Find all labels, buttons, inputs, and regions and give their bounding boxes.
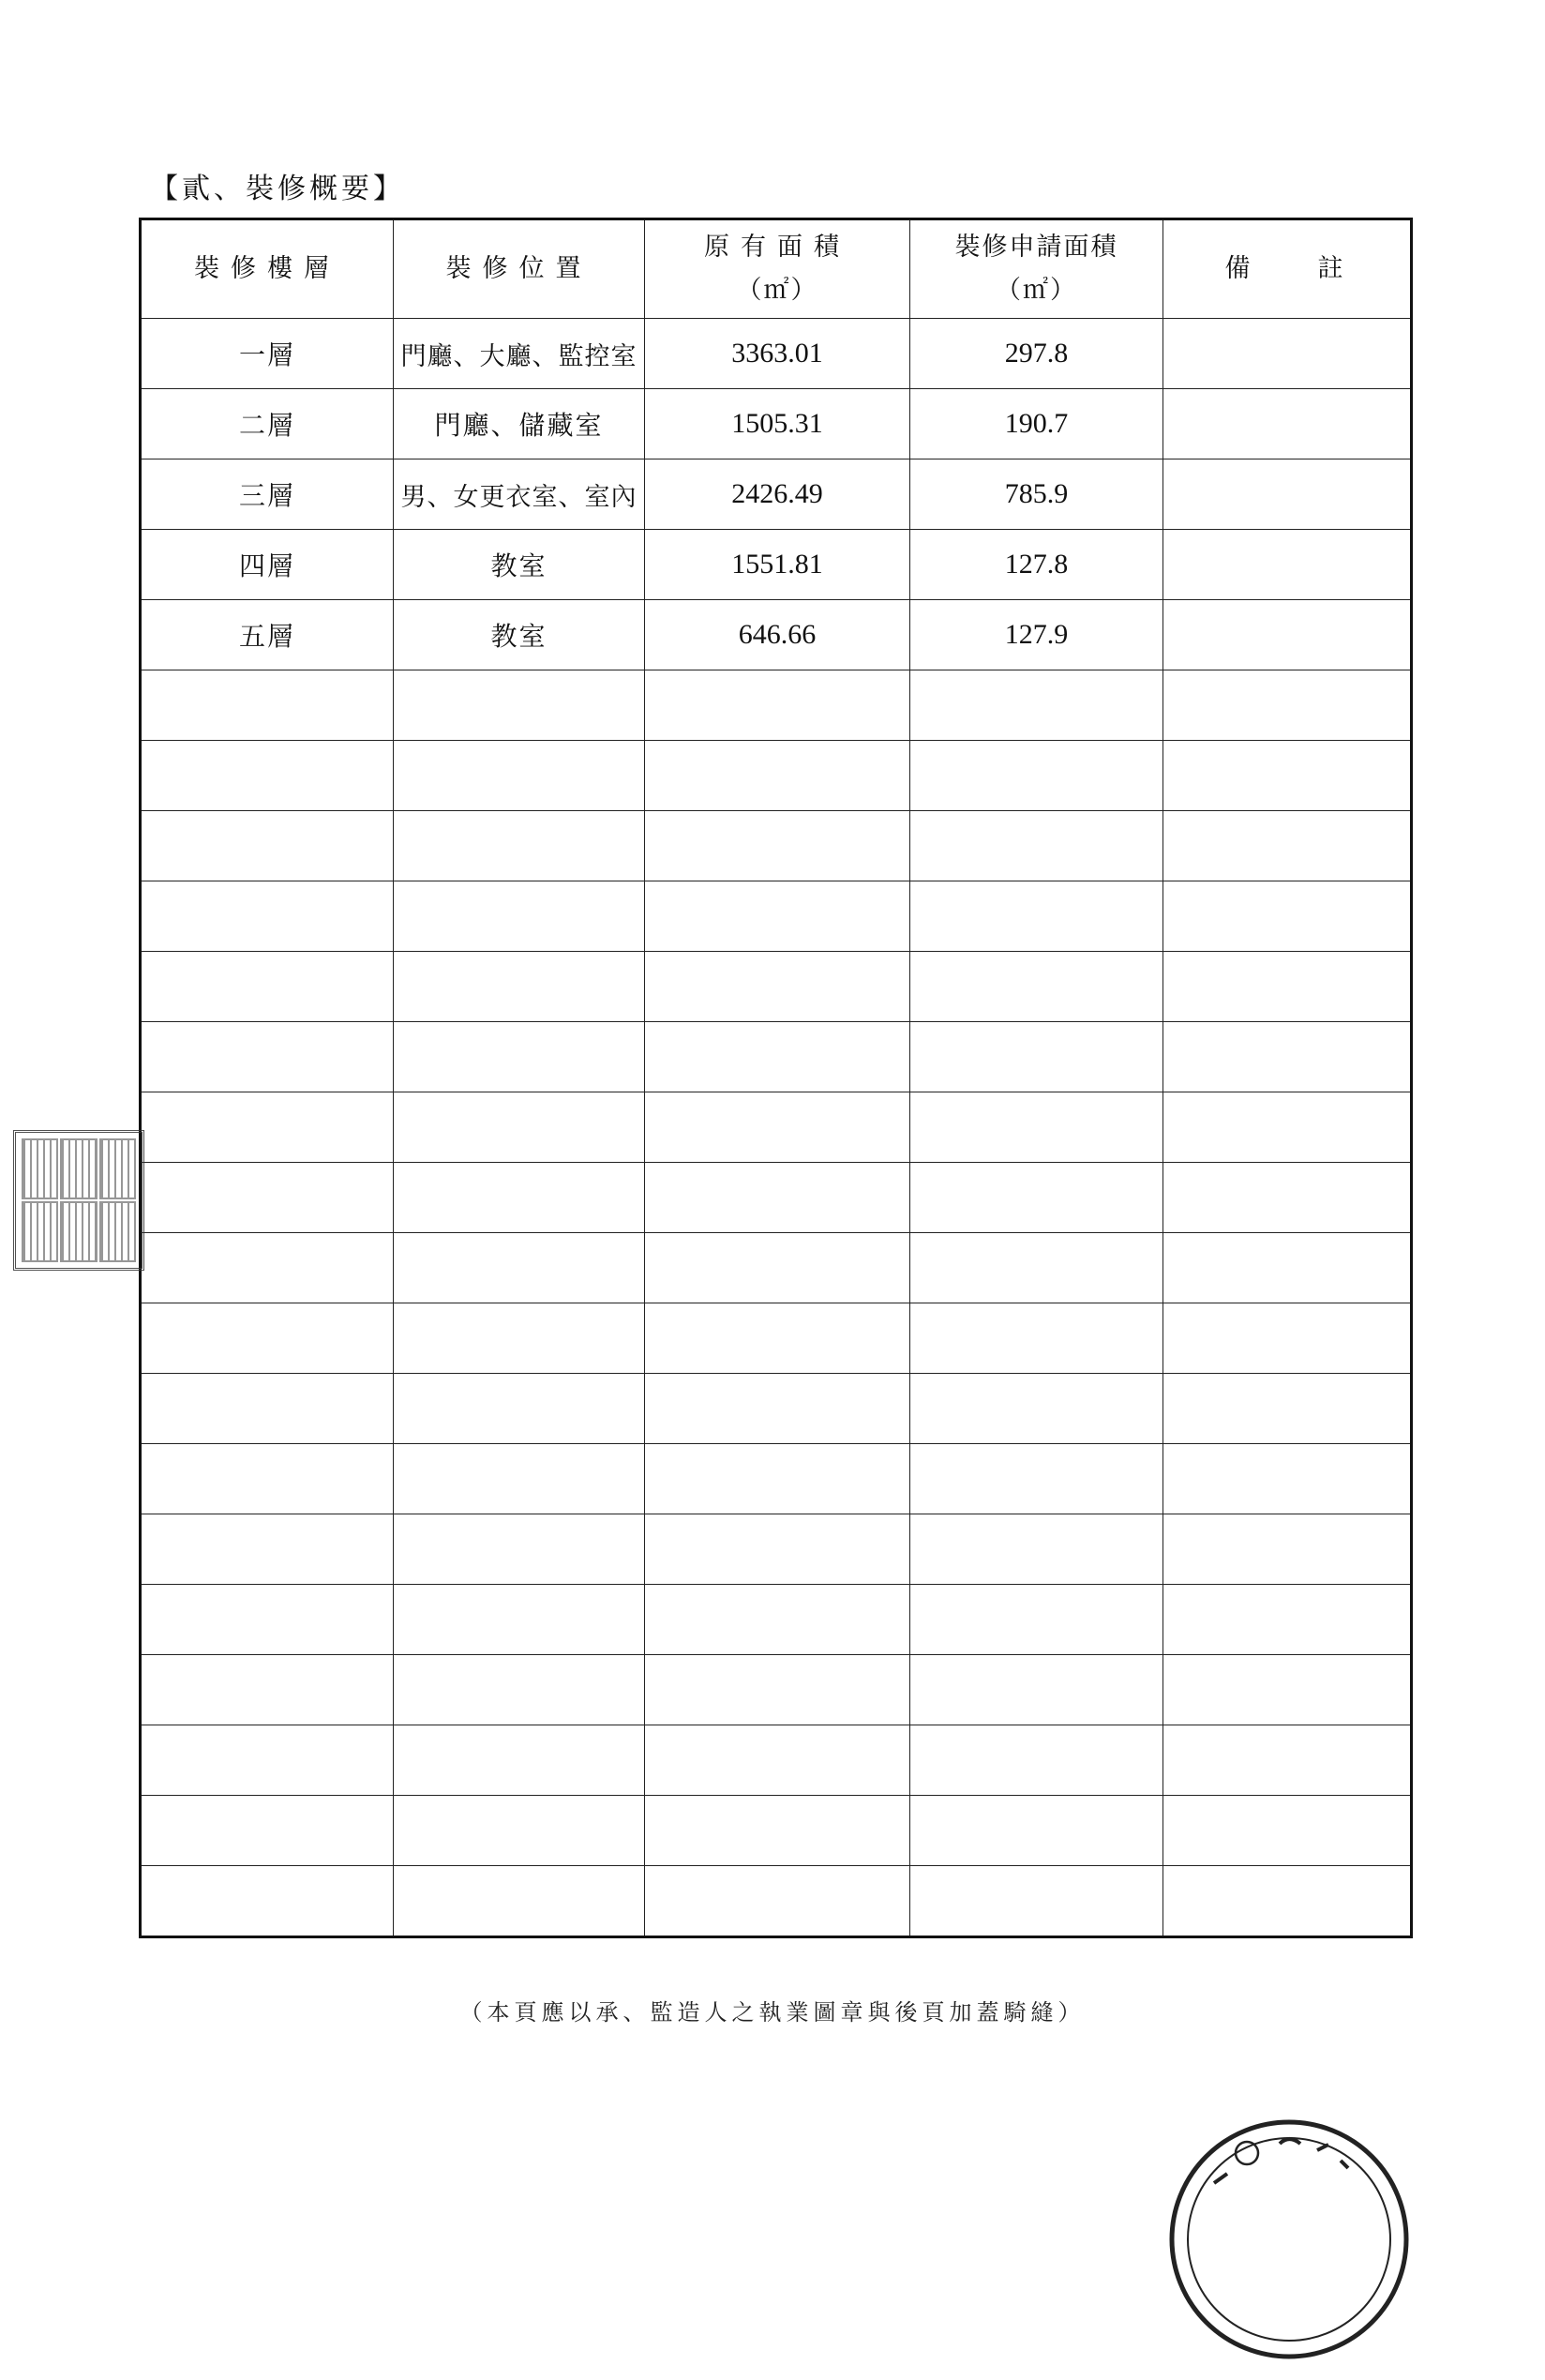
empty-cell [910,670,1163,741]
cell-location: 男、女更衣室、室內 [394,459,645,530]
empty-cell [910,1585,1163,1655]
header-original-area [645,219,910,319]
empty-cell [645,1022,910,1092]
empty-table-row [141,952,1412,1022]
empty-cell [1163,952,1412,1022]
empty-cell [141,1725,394,1796]
empty-cell [394,1655,645,1725]
table-row [141,459,1412,530]
empty-cell [141,1233,394,1303]
empty-cell [394,1514,645,1585]
cell-location: 教室 [394,600,645,670]
empty-cell [141,811,394,881]
empty-cell [141,670,394,741]
empty-cell [645,1514,910,1585]
empty-table-row [141,881,1412,952]
empty-cell [141,1022,394,1092]
cell-applied-area: 190.7 [910,389,1163,459]
empty-cell [645,1655,910,1725]
table-row [141,389,1412,459]
empty-table-row [141,1444,1412,1514]
empty-table-row [141,1092,1412,1163]
cell-floor: 二層 [141,389,394,459]
empty-cell [910,1444,1163,1514]
empty-cell [394,741,645,811]
cell-applied-area: 127.9 [910,600,1163,670]
header-original-area-label: 原有面積 [704,233,850,262]
empty-cell [141,1303,394,1374]
empty-cell [394,1585,645,1655]
cell-original-area: 646.66 [645,600,910,670]
empty-cell [141,881,394,952]
empty-cell [1163,1796,1412,1866]
empty-table-row [141,1796,1412,1866]
empty-cell [141,1796,394,1866]
header-remarks: 備 註 [1163,219,1412,319]
empty-cell [394,1444,645,1514]
empty-cell [1163,670,1412,741]
empty-cell [645,881,910,952]
empty-table-row [141,1514,1412,1585]
empty-cell [910,1163,1163,1233]
empty-cell [1163,1022,1412,1092]
footnote: （本頁應以承、監造人之執業圖章與後頁加蓋騎縫） [459,1999,1086,2026]
empty-cell [645,741,910,811]
empty-cell [645,1303,910,1374]
empty-cell [394,952,645,1022]
cell-remarks [1163,600,1412,670]
empty-cell [394,881,645,952]
empty-table-row [141,1585,1412,1655]
cell-applied-area: 297.8 [910,319,1163,389]
cell-original-area: 1505.31 [645,389,910,459]
cell-remarks [1163,319,1412,389]
empty-cell [910,1233,1163,1303]
empty-table-row [141,1374,1412,1444]
empty-cell [910,1725,1163,1796]
empty-cell [910,1374,1163,1444]
empty-table-row [141,1233,1412,1303]
header-floor: 裝修樓層 [141,219,394,319]
cell-remarks [1163,459,1412,530]
header-location: 裝修位置 [394,219,645,319]
empty-cell [910,811,1163,881]
cell-floor: 四層 [141,530,394,600]
empty-cell [394,1163,645,1233]
cell-original-area: 1551.81 [645,530,910,600]
cell-floor: 五層 [141,600,394,670]
empty-cell [141,1444,394,1514]
cell-applied-area: 785.9 [910,459,1163,530]
empty-cell [910,1866,1163,1937]
empty-table-row [141,1163,1412,1233]
empty-cell [645,1444,910,1514]
empty-cell [645,670,910,741]
empty-cell [141,1374,394,1444]
empty-cell [141,952,394,1022]
empty-cell [1163,1866,1412,1937]
empty-cell [645,811,910,881]
header-applied-area-label: 裝修申請面積 [954,233,1118,262]
empty-cell [910,741,1163,811]
empty-cell [1163,1514,1412,1585]
empty-cell [1163,1233,1412,1303]
cell-remarks [1163,530,1412,600]
empty-cell [141,1092,394,1163]
empty-cell [394,1233,645,1303]
empty-cell [910,1514,1163,1585]
empty-cell [394,1725,645,1796]
empty-table-row [141,1655,1412,1725]
empty-table-row [141,1725,1412,1796]
empty-cell [141,1585,394,1655]
cell-applied-area: 127.8 [910,530,1163,600]
empty-cell [910,1655,1163,1725]
empty-cell [394,1374,645,1444]
cell-original-area: 3363.01 [645,319,910,389]
empty-cell [1163,1374,1412,1444]
empty-cell [910,1092,1163,1163]
empty-cell [910,1303,1163,1374]
empty-cell [645,1796,910,1866]
empty-table-row [141,670,1412,741]
empty-cell [645,1866,910,1937]
cell-floor: 三層 [141,459,394,530]
empty-cell [141,1163,394,1233]
empty-cell [1163,1303,1412,1374]
header-applied-area-unit: （㎡） [996,276,1077,305]
renovation-summary-table [139,218,1413,1938]
empty-cell [1163,1163,1412,1233]
empty-cell [394,811,645,881]
cell-floor: 一層 [141,319,394,389]
empty-cell [1163,741,1412,811]
empty-cell [394,1092,645,1163]
empty-cell [910,1796,1163,1866]
table-body [141,319,1412,1937]
empty-cell [645,1374,910,1444]
empty-cell [1163,811,1412,881]
empty-table-row [141,741,1412,811]
empty-table-row [141,1022,1412,1092]
empty-cell [1163,881,1412,952]
empty-cell [141,1655,394,1725]
empty-cell [645,1233,910,1303]
table-row [141,600,1412,670]
empty-table-row [141,811,1412,881]
empty-cell [394,1303,645,1374]
empty-cell [1163,1655,1412,1725]
table-row [141,530,1412,600]
empty-cell [645,1092,910,1163]
empty-cell [394,1022,645,1092]
empty-cell [910,952,1163,1022]
empty-cell [1163,1092,1412,1163]
empty-cell [645,1585,910,1655]
section-title: 【貳、裝修概要】 [150,173,405,205]
empty-table-row [141,1866,1412,1937]
empty-cell [645,1163,910,1233]
cell-location: 門廳、儲藏室 [394,389,645,459]
cell-location: 教室 [394,530,645,600]
empty-cell [394,670,645,741]
header-applied-area [910,219,1163,319]
empty-cell [645,952,910,1022]
empty-cell [910,881,1163,952]
empty-cell [645,1725,910,1796]
cell-location: 門廳、大廳、監控室 [394,319,645,389]
empty-cell [910,1022,1163,1092]
empty-cell [141,741,394,811]
table-row [141,319,1412,389]
empty-cell [1163,1725,1412,1796]
empty-cell [394,1796,645,1866]
table-header-row [141,219,1412,319]
empty-cell [1163,1444,1412,1514]
empty-cell [141,1514,394,1585]
header-original-area-unit: （㎡） [736,276,818,305]
empty-cell [394,1866,645,1937]
empty-table-row [141,1303,1412,1374]
cell-original-area: 2426.49 [645,459,910,530]
cell-remarks [1163,389,1412,459]
empty-cell [141,1866,394,1937]
official-seal-image [1148,2099,1430,2380]
seam-stamp-image [13,1130,144,1271]
empty-cell [1163,1585,1412,1655]
